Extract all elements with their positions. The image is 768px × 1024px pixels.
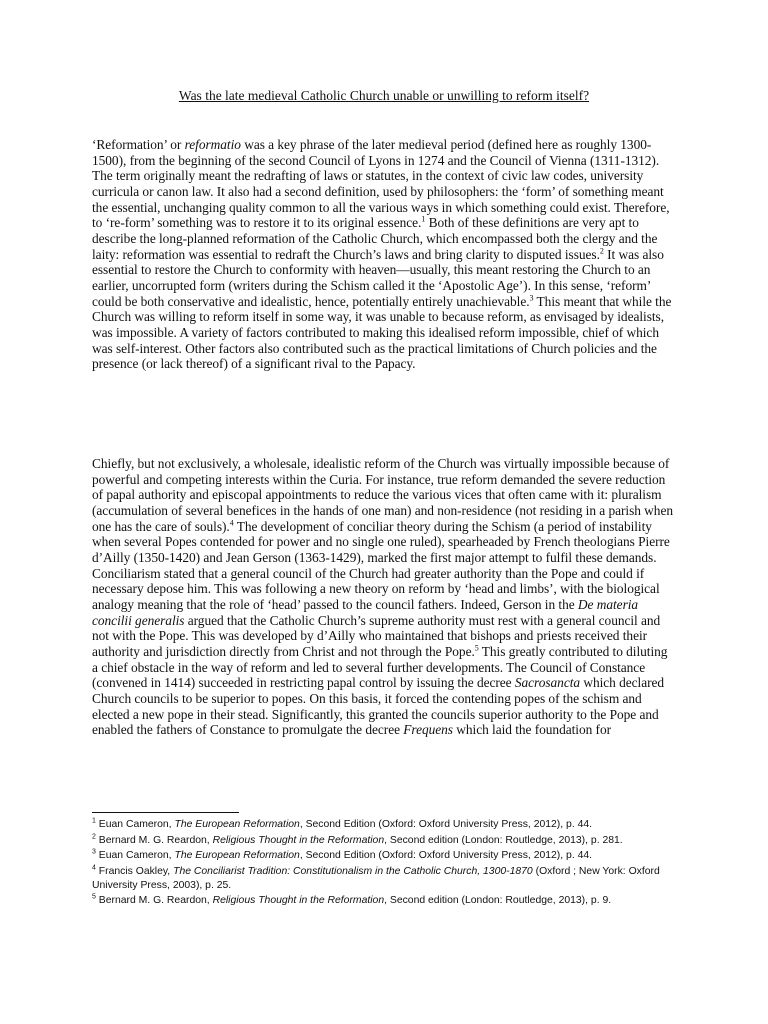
text-run: Francis Oakley,: [95, 865, 174, 877]
text-run: ‘Reformation’ or: [92, 137, 185, 152]
text-run: , Second Edition (Oxford: Oxford University Press, 2012), p. 44.: [299, 850, 593, 862]
text-run: which declared Church councils to be superior to popes. On this basis, it forced the contending popes of the schism and elected a new pope in their stead. Significantly, this granted the councils superior authority to the Pope and enabled the fathers of Constance to promulgate the decree: [92, 675, 665, 738]
italic-text: The Conciliarist Tradition: Constitutionalism in the Catholic Church, 1300-1870: [173, 865, 533, 877]
text-run: , Second edition (London: Routledge, 2013), p. 281.: [384, 834, 623, 846]
footnote-marker: 1: [421, 214, 426, 224]
text-run: Bernard M. G. Reardon,: [95, 895, 213, 907]
footnote-marker: 5: [474, 643, 479, 653]
text-run: It was also essential to restore the Church to conformity with heaven—usually, this meant restoring the Church to an earlier, uncorrupted form (writers during the Schism called it the ‘Apostolic Age’). In this sense, ‘reform’ could be both conservative and idealistic, hence, potentially entirely unachievable.: [92, 246, 664, 309]
text-run: This greatly contributed to diluting a chief obstacle in the way of reform and led to several further developments. The Council of Constance (convened in 1414) succeeded in restricting papal control by issuing the decree: [92, 643, 668, 691]
text-run: , Second Edition (Oxford: Oxford University Press, 2012), p. 44.: [299, 819, 593, 830]
italic-text: Religious Thought in the Reformation: [212, 834, 385, 846]
footnote-marker: 1: [92, 817, 96, 825]
text-run: Chiefly, but not exclusively, a wholesale, idealistic reform of the Church was virtually impossible because of powerful and competing interests within the Curia. For instance, true reform demanded the severe reduction of papal authority and episcopal appointments to reduce the various vices that often came with it: pluralism (accumulation of several benefices in the hands of one man) and non-residence (not residing in a parish when one has the care of souls).: [92, 456, 673, 534]
body-paragraph: [92, 137, 676, 372]
text-run: was a key phrase of the later medieval period (defined here as roughly 1300-1500), from the beginning of the second Council of Lyons in 1274 and the Council of Vienna (1311-1312). The term originally meant the redrafting of laws or statutes, in the context of civic law codes, university curricula or canon law. It also had a second definition, used by philosophers: the ‘form’ of something meant the essential, unchanging quality common to all the various ways in which something could exist. Therefore, to ‘re-form’ something was to restore it to its original essence.: [92, 137, 670, 231]
italic-text: Frequens: [403, 722, 453, 738]
footnote: [92, 818, 688, 832]
text-run: , Second edition (London: Routledge, 2013), p. 9.: [384, 895, 612, 907]
document-title: Was the late medieval Catholic Church unable or unwilling to reform itself?: [178, 88, 590, 103]
footnote: [92, 865, 688, 893]
text-run: argued that the Catholic Church’s supreme authority must rest with a general council and not with the Pope. This was developed by d’Ailly who maintained that bishops and priests received their authority and jurisdiction directly from Christ and not through the Pope.: [92, 612, 661, 659]
italic-text: De materia concilii generalis: [92, 596, 639, 628]
footnote: [92, 894, 688, 908]
footnote-marker: 3: [92, 848, 96, 856]
italic-text: The European Reformation: [174, 850, 300, 862]
italic-text: Sacrosancta: [514, 675, 581, 691]
footnotes-list: [92, 818, 688, 910]
footnote-separator: [92, 812, 239, 813]
footnote-marker: 4: [229, 518, 234, 528]
text-run: (Oxford ; New York: Oxford University Press, 2003), p. 25.: [92, 865, 660, 891]
footnote-marker: 2: [599, 246, 604, 256]
footnote-marker: 5: [92, 894, 96, 901]
italic-text: reformatio: [184, 137, 241, 152]
text-run: This meant that while the Church was willing to reform itself in some way, it was unable to because reform, as envisaged by idealists, was impossible. A variety of factors contributed to making this idealised reform impossible, chief of which was self-interest. Other factors also contributed such as the practical limitations of Church policies and the presence (or lack thereof) of a significant rival to the Papacy.: [92, 293, 672, 372]
italic-text: The European Reformation: [174, 819, 300, 830]
footnote-marker: 2: [92, 833, 96, 841]
footnote-marker: 4: [92, 864, 96, 872]
italic-text: Religious Thought in the Reformation: [212, 895, 385, 907]
text-run: Euan Cameron,: [95, 819, 175, 830]
footnote-marker: 3: [529, 293, 534, 303]
footnote: [92, 834, 688, 848]
text-run: Both of these definitions are very apt to describe the long-planned reformation of the Catholic Church, which encompassed both the clergy and the laity: reformation was essential to redraft the Church’s laws and bring clarity to disputed issues.: [92, 215, 658, 262]
text-run: The development of conciliar theory during the Schism (a period of instability when several Popes contended for power and no single one ruled), spearheaded by French theologians Pierre d’Ailly (1350-1420) and Jean Gerson (1363-1429), marked the first major attempt to fulfil these demands. Conciliarism stated that a general council of the Church had greater authority than the Pope and could if necessary depose him. This was following a new theory on reform by ‘head and limbs’, with the biological analogy meaning that the role of ‘head’ passed to the council fathers. Indeed, Gerson in the: [92, 518, 670, 612]
text-run: which laid the foundation for: [452, 722, 611, 738]
body-paragraph: [92, 456, 676, 738]
footnote: [92, 849, 688, 863]
text-run: Euan Cameron,: [95, 850, 175, 862]
text-run: Bernard M. G. Reardon,: [95, 834, 213, 846]
